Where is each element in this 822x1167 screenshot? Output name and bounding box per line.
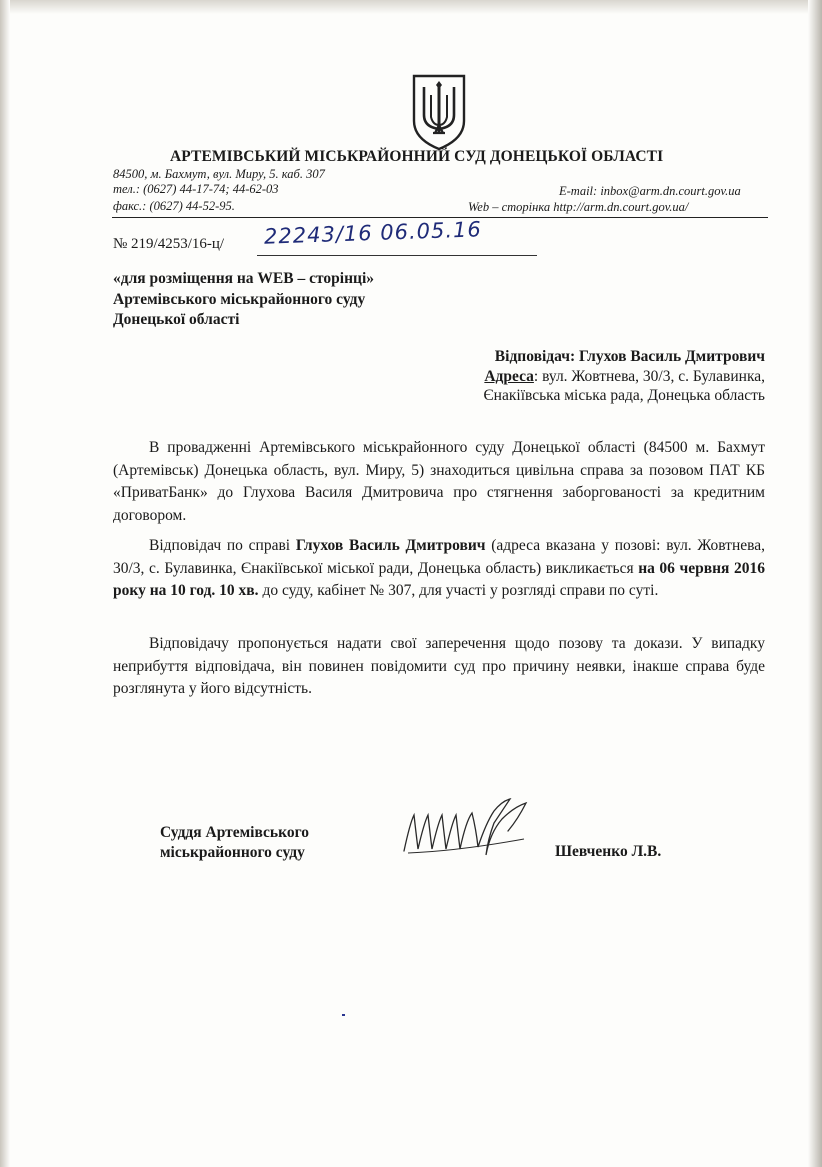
handwritten-registration: 22243/16 06.05.16: [263, 217, 483, 249]
addressee-line-2: Артемівського міськрайонного суду: [113, 291, 366, 308]
p2-middle: (адреса вказана у позові: вул. Жовтнева, 30/3, с. Булавинка, Єнакіївської міської ради, Донецька область) викликається: [113, 537, 766, 577]
court-name: АРТЕМІВСЬКИЙ МІСЬКРАЙОННИЙ СУД ДОНЕЦЬКОЇ ОБЛАСТІ: [170, 148, 664, 165]
web-label: Web – сторінка: [468, 200, 554, 214]
respondent-heading: [495, 348, 765, 366]
judge-title-line-2: міськрайонного суду: [160, 844, 305, 861]
addressee-line-3: Донецької області: [113, 311, 240, 328]
court-postal-address: 84500, м. Бахмут, вул. Миру, 5. каб. 307: [113, 167, 325, 181]
respondent-label: Відповідач:: [494, 348, 580, 365]
court-website: [468, 200, 688, 215]
court-fax: факс.: (0627) 44-52-95.: [113, 199, 235, 213]
respondent-name: Глухов Василь Дмитрович: [579, 348, 765, 365]
email-label: E-mail:: [559, 184, 601, 198]
court-email: [559, 184, 741, 199]
case-number: № 219/4253/16-ц/: [113, 236, 225, 252]
respondent-address-text: : вул. Жовтнева, 30/3, с. Булавинка,: [533, 368, 765, 385]
judge-name: Шевченко Л.В.: [555, 843, 662, 860]
respondent-address-line-1: [484, 368, 765, 386]
paragraph-3-text: Відповідачу пропонується надати свої заперечення щодо позову та докази. У випадку неприбуття відповідача, він повинен повідомити суд про причину неявки, інакше справа буде розглянута у його відсутність.: [113, 635, 765, 697]
scan-edge-right: [808, 0, 822, 1167]
paragraph-3: [113, 633, 765, 701]
coat-of-arms-emblem: [411, 73, 467, 151]
court-phone: тел.: (0627) 44-17-74; 44-62-03: [113, 182, 279, 196]
p2-respondent-name: Глухов Василь Дмитрович: [295, 537, 486, 554]
handwritten-signature: [398, 793, 558, 883]
paragraph-1-text: В провадженні Артемівського міськрайонного суду Донецької області (84500 м. Бахмут (Артемівськ) Донецька область, вул. Миру, 5) знаходиться цивільна справа за позовом ПАТ КБ «ПриватБанк» до Глухова Василя Дмитровича про стягнення заборгованості за кредитним договором.: [113, 439, 765, 524]
email-value: inbox@arm.dn.court.gov.ua: [600, 184, 741, 198]
paragraph-1: [113, 437, 765, 527]
addressee-line-1: «для розміщення на WEB – сторінці»: [113, 270, 374, 287]
web-value: http://arm.dn.court.gov.ua/: [553, 200, 689, 214]
respondent-address-line-2: Єнакіївська міська рада, Донецька область: [483, 387, 765, 404]
ink-speck: [342, 1014, 345, 1016]
judge-title-line-1: Суддя Артемівського: [160, 824, 310, 841]
scan-edge-left: [0, 0, 10, 1167]
paragraph-2: [113, 535, 765, 603]
p2-end: до суду, кабінет № 307, для участі у розгляді справи по суті.: [258, 582, 659, 599]
respondent-address-label: Адреса: [484, 368, 534, 385]
scan-edge-top: [0, 0, 822, 14]
p2-hearing-date: на 06 червня 2016 року на 10 год. 10 хв.: [113, 559, 766, 599]
registration-underline: [257, 255, 537, 256]
paragraph-2-text: [113, 535, 765, 603]
p2-intro: Відповідач по справі: [149, 537, 296, 554]
